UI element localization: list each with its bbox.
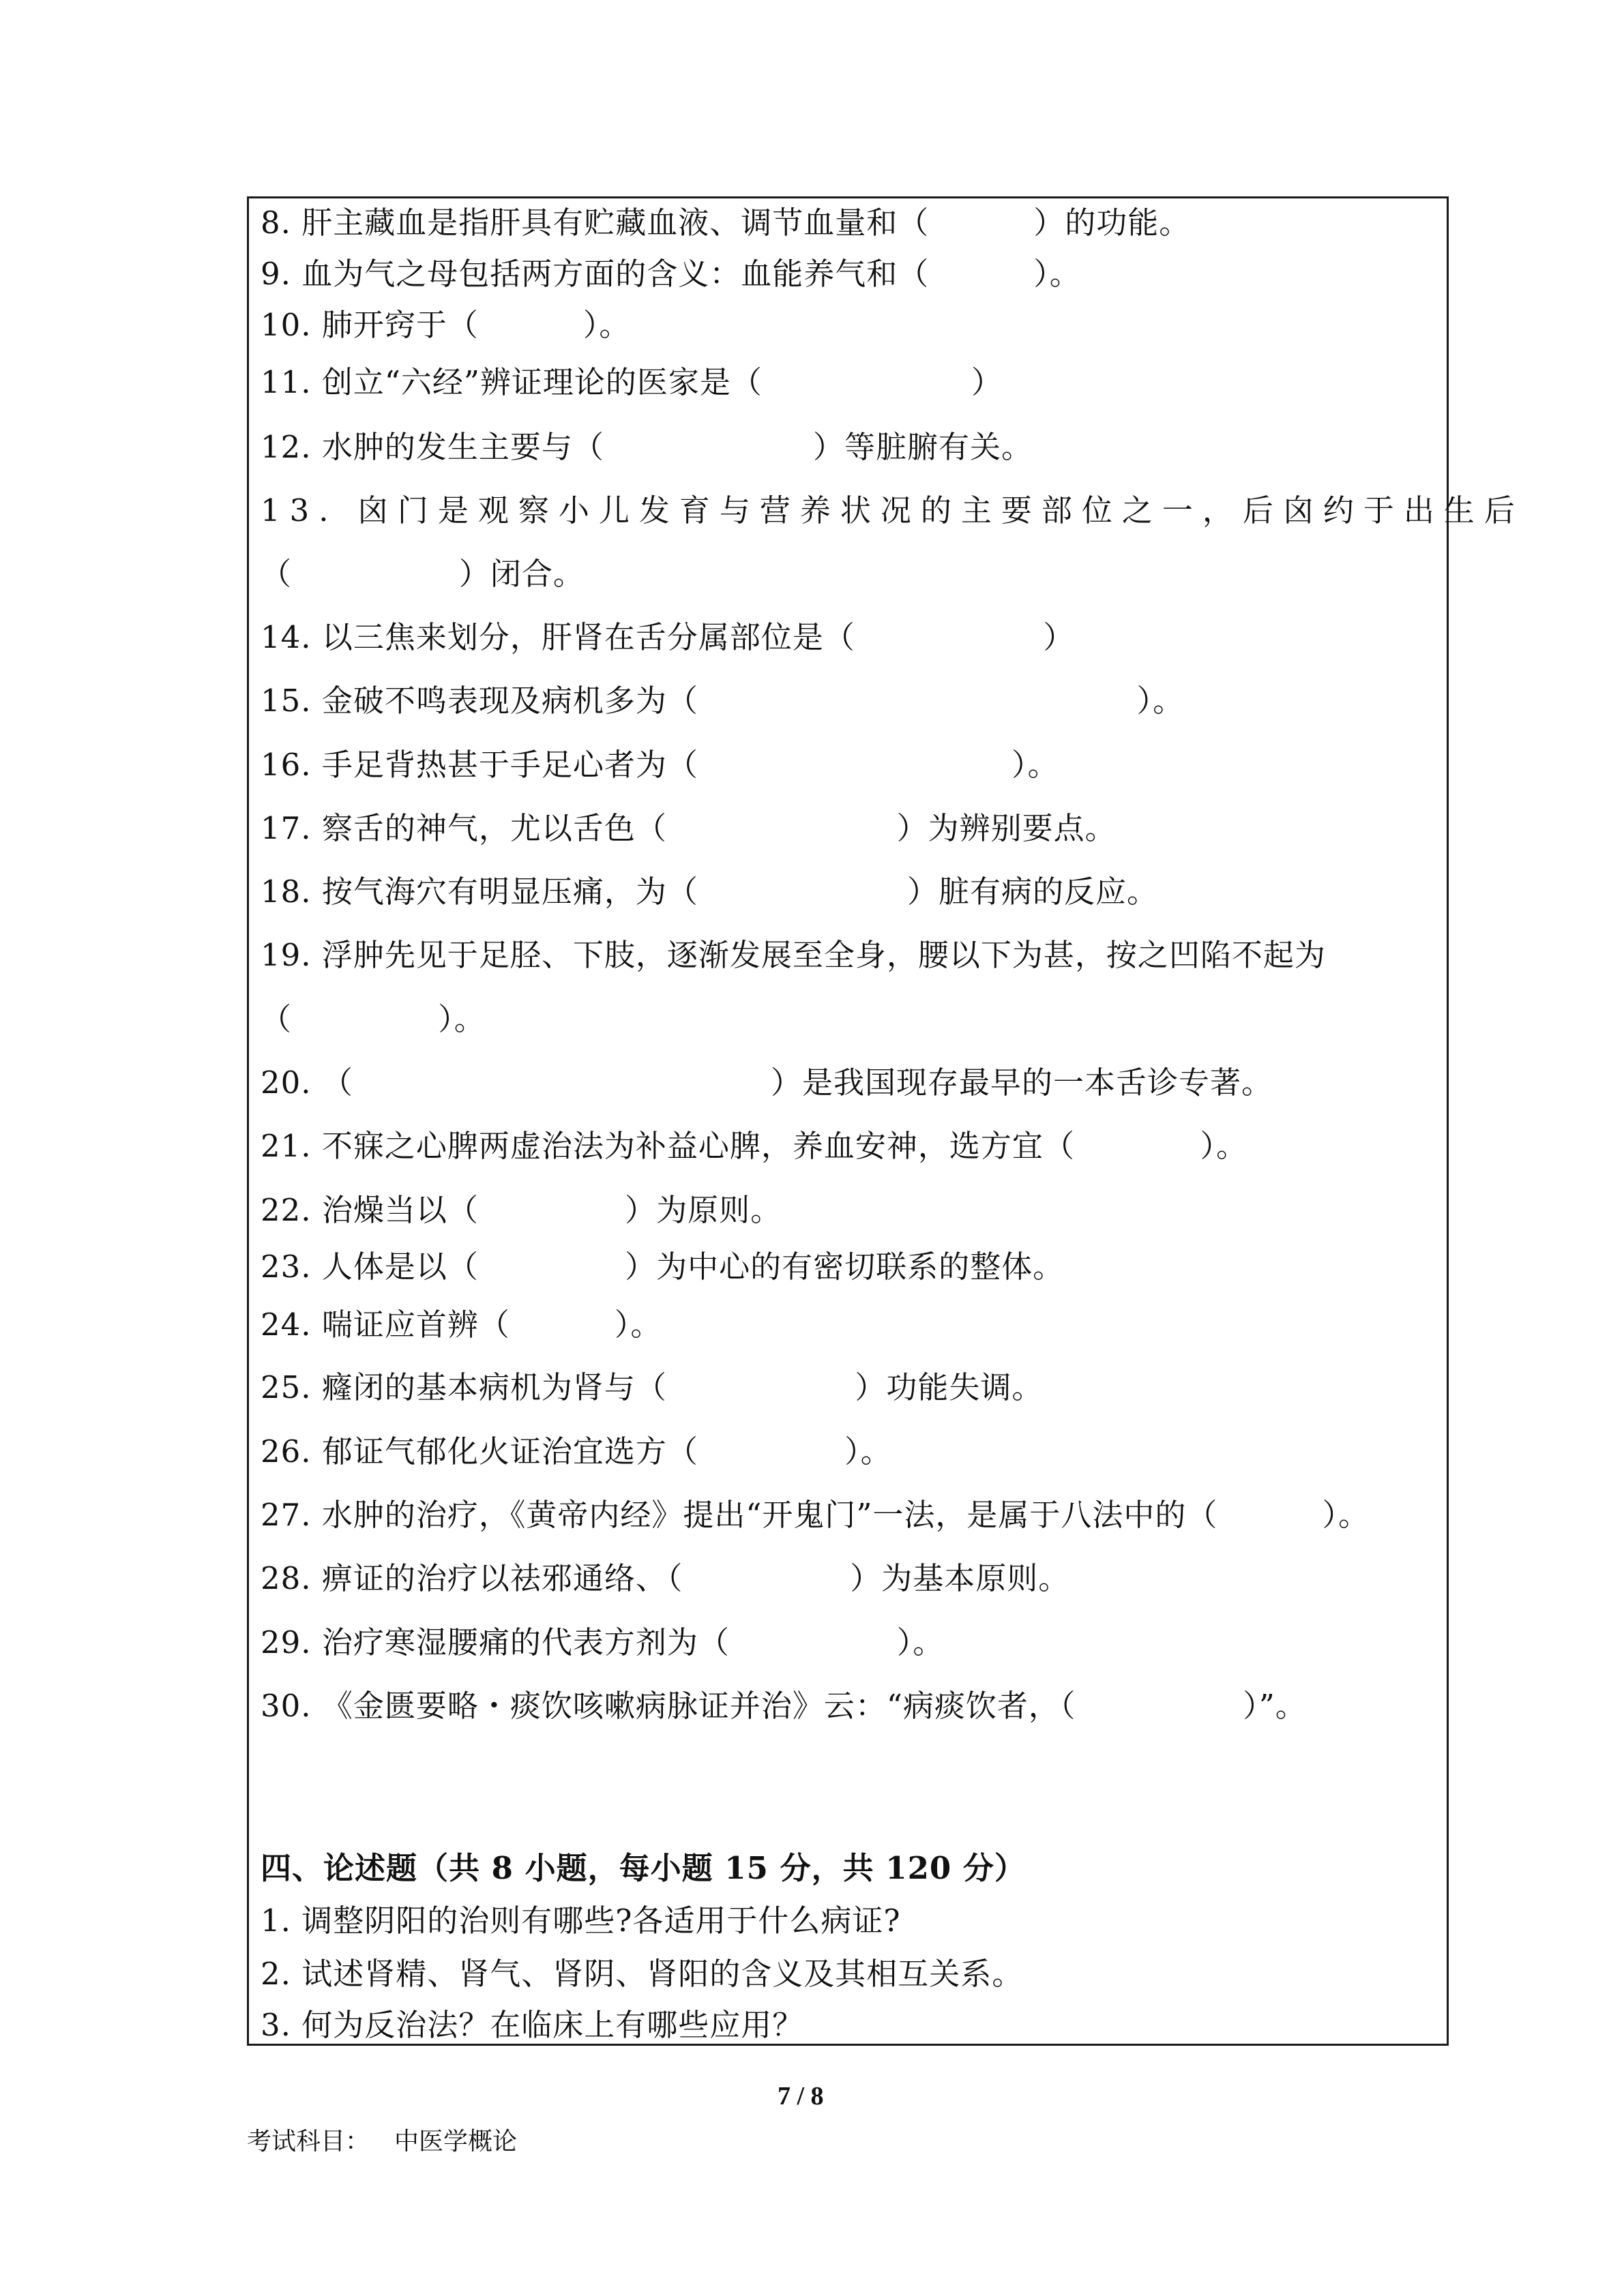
question-8: 8. 肝主藏血是指肝具有贮藏血液、调节血量和（ ）的功能。 bbox=[261, 205, 1191, 241]
answer-box-border bbox=[247, 196, 1449, 2046]
question-12: 12. 水肿的发生主要与（ ）等脏腑有关。 bbox=[261, 429, 1033, 465]
essay-question-3: 3. 何为反治法？在临床上有哪些应用？ bbox=[261, 2007, 804, 2043]
essay-question-1: 1. 调整阴阳的治则有哪些?各适用于什么病证? bbox=[261, 1903, 901, 1939]
question-23: 23. 人体是以（ ）为中心的有密切联系的整体。 bbox=[261, 1249, 1065, 1285]
question-13-continued: （ ）闭合。 bbox=[261, 556, 585, 592]
question-14: 14. 以三焦来划分，肝肾在舌分属部位是（ ） bbox=[261, 619, 1075, 655]
question-19: 19. 浮肿先见于足胫、下肢，逐渐发展至全身，腰以下为甚，按之凹陷不起为 bbox=[261, 937, 1326, 973]
question-18: 18. 按气海穴有明显压痛，为（ ）脏有病的反应。 bbox=[261, 874, 1158, 910]
question-24: 24. 喘证应首辨（ ）。 bbox=[261, 1307, 662, 1343]
question-22: 22. 治燥当以（ ）为原则。 bbox=[261, 1192, 782, 1228]
question-17: 17. 察舌的神气，尤以舌色（ ）为辨别要点。 bbox=[261, 810, 1117, 846]
question-25: 25. 癃闭的基本病机为肾与（ ）功能失调。 bbox=[261, 1369, 1044, 1405]
question-9: 9. 血为气之母包括两方面的含义：血能养气和（ ）。 bbox=[261, 256, 1081, 292]
page-number: 7 / 8 bbox=[778, 2082, 824, 2111]
question-28: 28. 痹证的治疗以祛邪通络、（ ）为基本原则。 bbox=[261, 1560, 1070, 1596]
question-10: 10. 肺开窍于（ ）。 bbox=[261, 307, 631, 343]
question-13: 13. 囟门是观察小儿发育与营养状况的主要部位之一，后囟约于出生后 bbox=[261, 492, 1524, 528]
question-30: 30. 《金匮要略・痰饮咳嗽病脉证并治》云：“病痰饮者，（ ）”。 bbox=[261, 1688, 1307, 1724]
question-16: 16. 手足背热甚于手足心者为（ ）。 bbox=[261, 747, 1059, 783]
essay-question-2: 2. 试述肾精、肾气、肾阴、肾阳的含义及其相互关系。 bbox=[261, 1956, 1024, 1992]
question-11: 11. 创立“六经”辨证理论的医家是（ ） bbox=[261, 364, 1003, 400]
question-20: 20. （ ）是我国现存最早的一本舌诊专著。 bbox=[261, 1064, 1273, 1101]
subject-value: 中医学概论 bbox=[394, 2128, 518, 2156]
section-heading: 四、论述题（共 8 小题，每小题 15 分，共 120 分） bbox=[261, 1850, 1026, 1886]
question-15: 15. 金破不鸣表现及病机多为（ ）。 bbox=[261, 683, 1185, 719]
question-19-continued: （ ）。 bbox=[261, 1001, 486, 1037]
question-29: 29. 治疗寒湿腰痛的代表方剂为（ ）。 bbox=[261, 1624, 945, 1660]
subject-label: 考试科目： bbox=[247, 2128, 370, 2156]
question-26: 26. 郁证气郁化火证治宜选方（ ）。 bbox=[261, 1433, 892, 1470]
question-27: 27. 水肿的治疗，《黄帝内经》提出“开鬼门”一法，是属于八法中的（ ）。 bbox=[261, 1497, 1370, 1533]
question-21: 21. 不寐之心脾两虚治法为补益心脾，养血安神，选方宜（ ）。 bbox=[261, 1128, 1248, 1164]
